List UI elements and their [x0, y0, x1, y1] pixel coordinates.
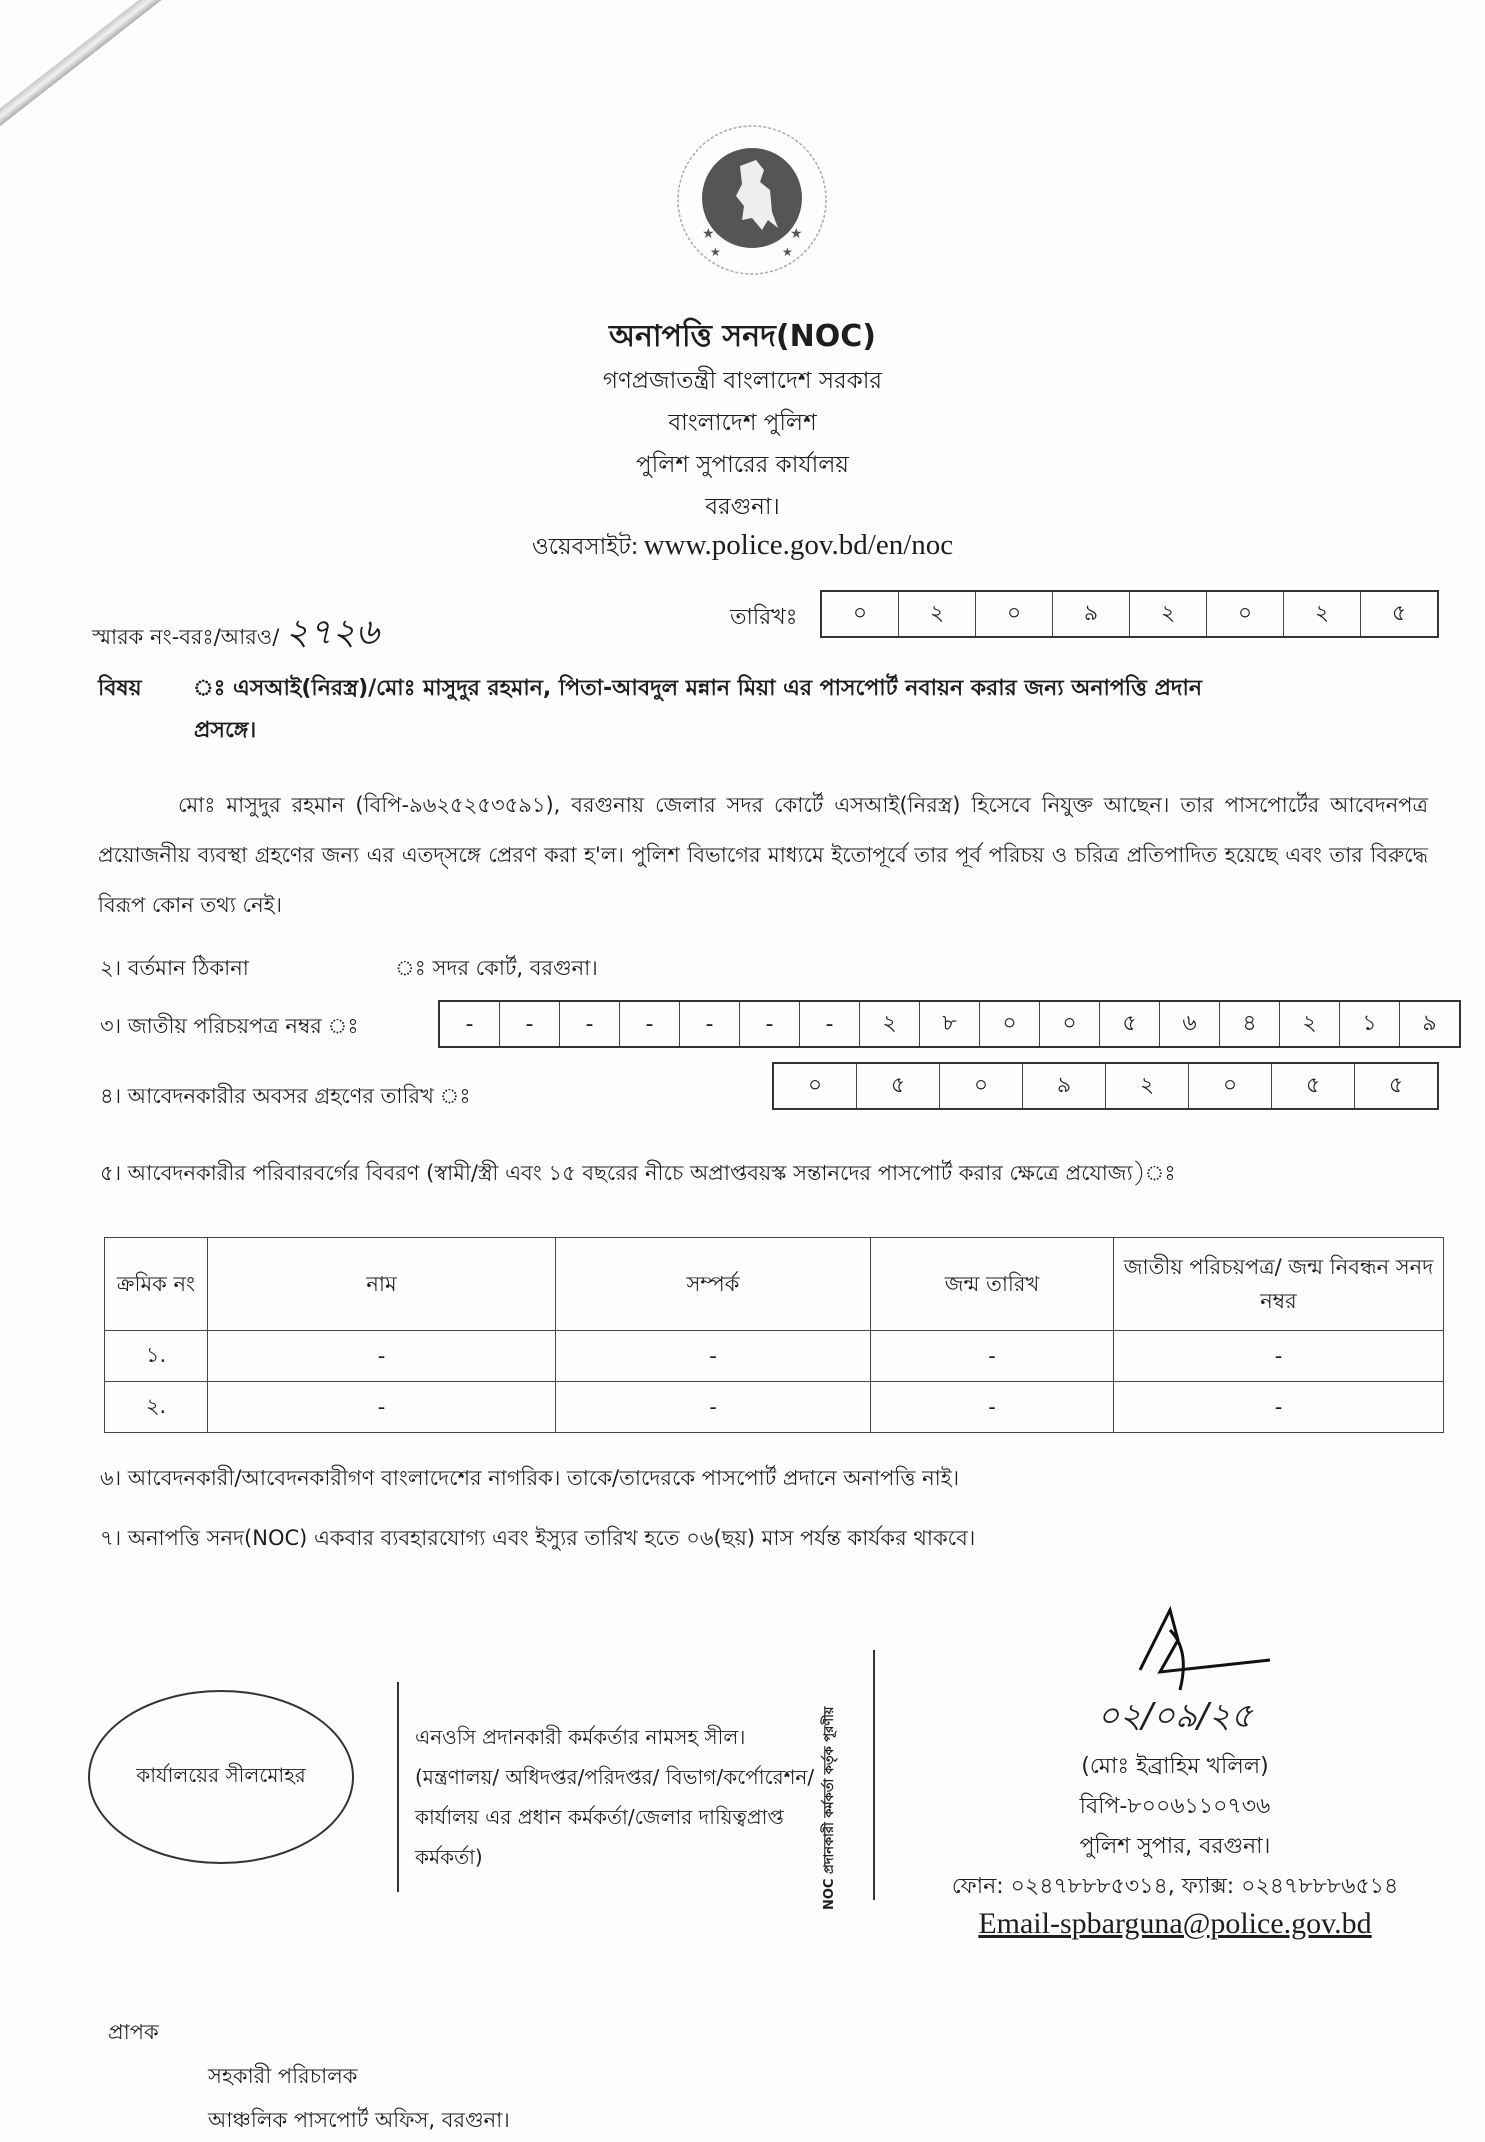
seal-instructions: এনওসি প্রদানকারী কর্মকর্তার নামসহ সীল। (মন্ত্রণালয়/ অধিদপ্তর/পরিদপ্তর/ বিভাগ/কর্পোরেশন/কার্যালয় এর প্রধান কর্মকর্তা/জেলার দায়িত্বপ্রাপ্ত কর্মকর্তা)	[415, 1725, 815, 1869]
nid-digit-box: ২	[860, 1002, 920, 1046]
address-label: ২। বর্তমান ঠিকানা	[100, 956, 249, 980]
family-table	[104, 1237, 1444, 1433]
cell-name: -	[208, 1331, 556, 1382]
nid-digit-box: ৮	[920, 1002, 980, 1046]
office-seal-placeholder	[88, 1690, 354, 1864]
retirement-digit-box: ৯	[1023, 1064, 1106, 1108]
cell-nid: -	[1114, 1331, 1444, 1382]
vertical-note	[820, 1580, 860, 1910]
body-paragraph: মোঃ মাসুদুর রহমান (বিপি-৯৬২৫২৫৩৫৯১), বরগুনায় জেলার সদর কোর্টে এসআই(নিরস্ত্র) হিসেবে নিযুক্ত আছেন। তার পাসপোর্টের আবেদনপত্র প্রয়োজনীয় ব্যবস্থা গ্রহণের জন্য এর এতদ্সঙ্গে প্রেরণ করা হ'ল। পুলিশ বিভাগের মাধ্যমে ইতোপূর্বে তার পূর্ব পরিচয় ও চরিত্র প্রতিপাদিত হয়েছে এবং তার বিরুদ্ধে বিরূপ কোন তথ্য নেই।	[98, 793, 1428, 917]
svg-text:★: ★	[702, 226, 715, 242]
col-serial: ক্রমিক নং	[105, 1238, 208, 1331]
retirement-digit-box: ০	[1189, 1064, 1272, 1108]
cell-nid: -	[1114, 1382, 1444, 1433]
col-nid-birth-reg: জাতীয় পরিচয়পত্র/ জন্ম নিবন্ধন সনদ নম্বর	[1114, 1238, 1444, 1331]
svg-text:★: ★	[782, 245, 793, 259]
header-line-district: বরগুনা।	[705, 494, 780, 520]
date-digit-box: ০	[976, 592, 1053, 636]
col-name: নাম	[208, 1238, 556, 1331]
subject-label: বিষয়	[98, 676, 142, 701]
cell-relation: -	[556, 1382, 871, 1433]
document-title: অনাপত্তি সনদ(NOC)	[609, 319, 876, 354]
svg-text:★: ★	[710, 245, 721, 259]
nid-label: ৩। জাতীয় পরিচয়পত্র নম্বর ঃ	[100, 1014, 359, 1038]
nid-digit-box: -	[440, 1002, 500, 1046]
divider	[873, 1650, 875, 1900]
nid-digit-box: ৬	[1160, 1002, 1220, 1046]
memo-number	[92, 605, 379, 665]
retirement-digit-box: ০	[774, 1064, 857, 1108]
cell-birth-date: -	[871, 1331, 1114, 1382]
family-details-label: ৫। আবেদনকারীর পরিবারবর্গের বিবরণ (স্বামী/স্ত্রী এবং ১৫ বছরের নীচে অপ্রাপ্তবয়স্ক সন্তানদের পাসপোর্ট করার ক্ষেত্রে প্রযোজ্য)ঃ	[100, 1161, 1176, 1185]
validity-statement: ৭। অনাপত্তি সনদ(NOC) একবার ব্যবহারযোগ্য এবং ইস্যুর তারিখ হতে ০৬(ছয়) মাস পর্যন্ত কার্যকর থাকবে।	[100, 1526, 976, 1550]
nid-digit-box: ৯	[1422, 1010, 1437, 1036]
retirement-digit-box: ৫	[857, 1064, 940, 1108]
recipient-label: প্রাপক	[108, 2020, 159, 2044]
family-table-header	[105, 1238, 1444, 1331]
contact-phone-fax: ফোন: ০২৪৭৮৮৮৫৩১৪, ফ্যাক্স: ০২৪৭৮৮৮৬৫১৪	[951, 1874, 1399, 1899]
officer-bp-number: বিপি-৮০০৬১১০৭৩৬	[1079, 1794, 1271, 1819]
date-digit-box: ২	[899, 592, 976, 636]
nid-digit-box: ০	[1040, 1002, 1100, 1046]
nid-digit-box: -	[500, 1002, 560, 1046]
nid-digit-box: ২	[1280, 1002, 1340, 1046]
nid-number-boxes	[438, 1000, 1461, 1048]
paper-fold-shadow	[0, 0, 197, 133]
website-line	[0, 528, 1485, 567]
recipient-line-2: আঞ্চলিক পাসপোর্ট অফিস, বরগুনা।	[208, 2108, 510, 2132]
table-row	[105, 1331, 1444, 1382]
nid-digit-box: ৪	[1220, 1002, 1280, 1046]
retirement-date-label: ৪। আবেদনকারীর অবসর গ্রহণের তারিখ ঃ	[100, 1084, 471, 1108]
cell-relation: -	[556, 1331, 871, 1382]
website-label: ওয়েবসাইট:	[531, 534, 639, 560]
retirement-digit-box: ৫	[1272, 1064, 1355, 1108]
nid-digit-box: ১	[1340, 1002, 1400, 1046]
nid-digit-box: -	[680, 1002, 740, 1046]
date-digit-box: ৫	[1391, 600, 1407, 626]
signed-date: ০২/০৯/২৫	[1097, 1696, 1253, 1736]
nid-digit-box: -	[560, 1002, 620, 1046]
cell-serial: ১.	[105, 1331, 208, 1382]
citizenship-statement: ৬। আবেদনকারী/আবেদনকারীগণ বাংলাদেশের নাগরিক। তাকে/তাদেরকে পাসপোর্ট প্রদানে অনাপত্তি নাই।	[100, 1466, 960, 1490]
col-relation: সম্পর্ক	[556, 1238, 871, 1331]
memo-handwritten-number: ২৭২৬	[285, 612, 379, 653]
cell-name: -	[208, 1382, 556, 1433]
date-digit-box: ০	[822, 592, 899, 636]
retirement-digit-box: ৫	[1388, 1072, 1404, 1098]
header-line-police: বাংলাদেশ পুলিশ	[668, 410, 817, 436]
nid-digit-box: -	[620, 1002, 680, 1046]
subject	[98, 668, 1428, 752]
officer-title: পুলিশ সুপার, বরগুনা।	[1079, 1834, 1271, 1859]
seal-label: কার্যালয়ের সীলমোহর	[136, 1762, 306, 1787]
date-digit-box: ২	[1130, 592, 1207, 636]
signature-icon	[1130, 1600, 1280, 1695]
recipient	[108, 2010, 510, 2142]
retirement-date-boxes	[772, 1062, 1439, 1110]
website-link[interactable]: www.police.gov.bd/en/noc	[643, 529, 954, 561]
subject-text-cont: প্রসঙ্গে।	[194, 718, 257, 743]
divider	[397, 1682, 399, 1892]
nid-digit-box: -	[740, 1002, 800, 1046]
header-line-office: পুলিশ সুপারের কার্যালয়	[636, 452, 849, 478]
address-value: ঃ সদর কোর্ট, বরগুনা।	[395, 956, 598, 980]
date-digit-box: ৯	[1053, 592, 1130, 636]
retirement-digit-box: ০	[940, 1064, 1023, 1108]
col-birth-date: জন্ম তারিখ	[871, 1238, 1114, 1331]
subject-text: ঃ এসআই(নিরস্ত্র)/মোঃ মাসুদুর রহমান, পিতা-আবদুল মন্নান মিয়া এর পাসপোর্ট নবায়ন করার জন্য অনাপত্তি প্রদান	[193, 676, 1202, 701]
memo-label: স্মারক নং-বরঃ/আরও/	[92, 625, 280, 649]
date-digit-box: ২	[1284, 592, 1361, 636]
officer-name: (মোঃ ইব্রাহিম খলিল)	[1081, 1754, 1269, 1779]
email-link[interactable]: Email-spbarguna@police.gov.bd	[978, 1907, 1372, 1940]
date-digit-box: ০	[1207, 592, 1284, 636]
retirement-digit-box: ২	[1106, 1064, 1189, 1108]
government-emblem-icon	[672, 120, 832, 280]
nid-digit-box: ০	[980, 1002, 1040, 1046]
recipient-line-1: সহকারী পরিচালক	[208, 2064, 358, 2088]
table-row	[105, 1382, 1444, 1433]
cell-serial: ২.	[105, 1382, 208, 1433]
cell-birth-date: -	[871, 1382, 1114, 1433]
svg-text:★: ★	[790, 226, 803, 242]
vertical-note-text: NOC প্রদানকারী কর্মকর্তা কর্তৃক পূরণীয়	[822, 1706, 837, 1910]
date-label: তারিখঃ	[730, 605, 798, 630]
signature-block	[880, 1600, 1470, 1941]
header-line-government: গণপ্রজাতন্ত্রী বাংলাদেশ সরকার	[602, 368, 883, 394]
nid-digit-box: -	[800, 1002, 860, 1046]
issue-date-boxes	[820, 590, 1439, 638]
nid-digit-box: ৫	[1100, 1002, 1160, 1046]
